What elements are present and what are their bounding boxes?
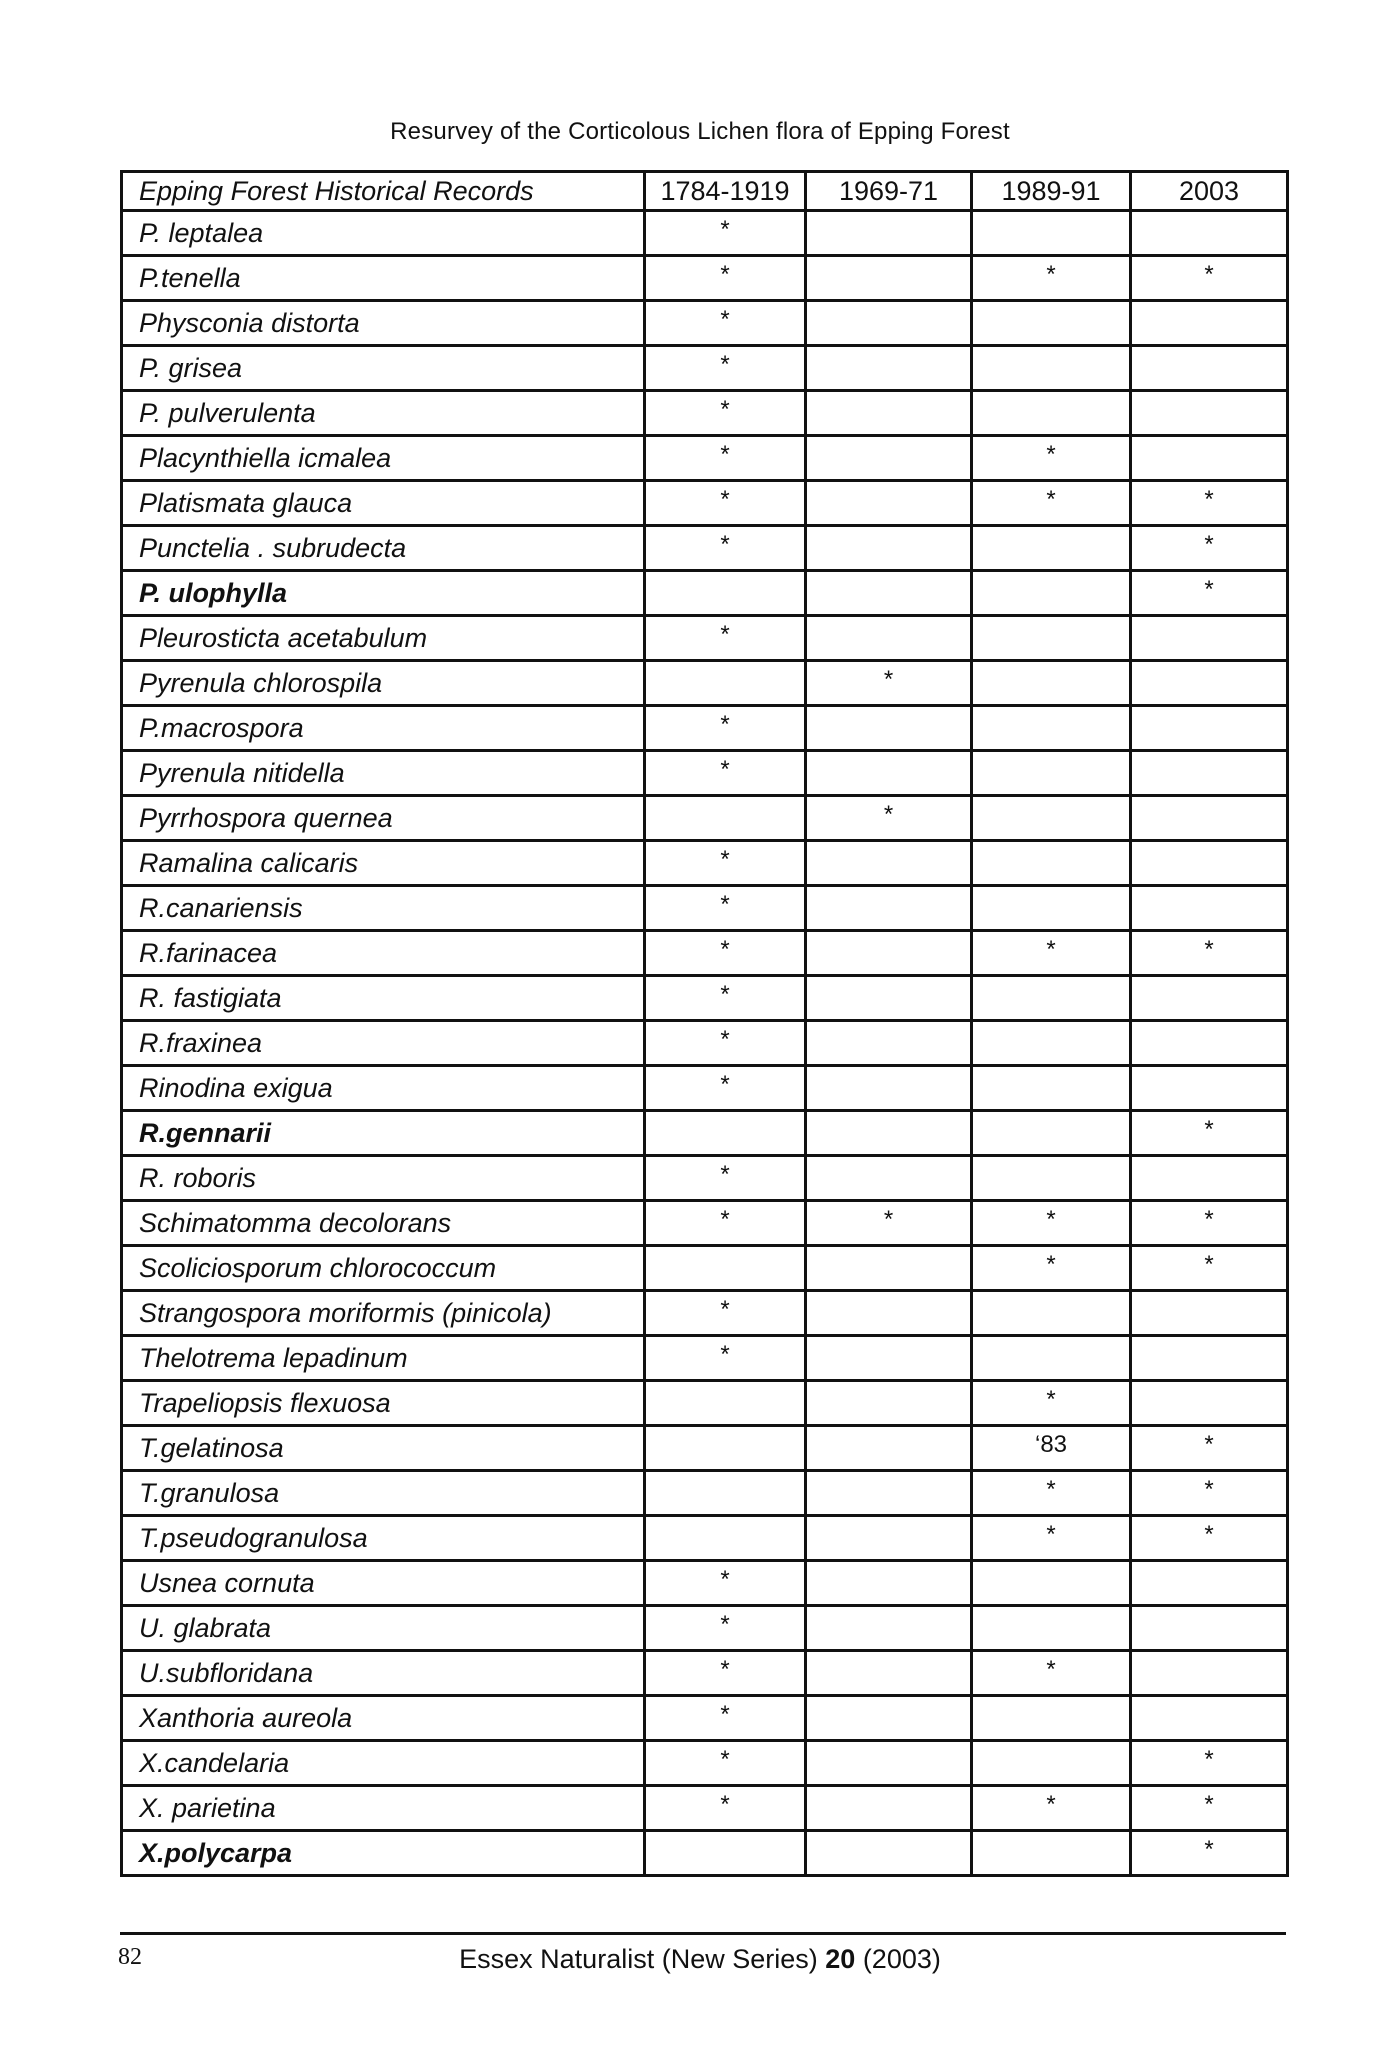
record-cell-1989-91: *: [972, 1201, 1131, 1246]
record-cell-2003: [1131, 796, 1288, 841]
record-cell-1969-71: [806, 1246, 972, 1291]
record-cell-1969-71: [806, 256, 972, 301]
table-row: [122, 1741, 1288, 1786]
table-row: [122, 256, 1288, 301]
species-name: Pyrrhospora quernea: [122, 796, 645, 841]
record-cell-1784-1919: *: [645, 1561, 806, 1606]
header-period-1784-1919: 1784-1919: [645, 172, 806, 211]
species-name: P. grisea: [122, 346, 645, 391]
record-cell-1989-91: [972, 1336, 1131, 1381]
record-cell-2003: *: [1131, 1246, 1288, 1291]
record-cell-2003: [1131, 436, 1288, 481]
species-name: Pyrenula nitidella: [122, 751, 645, 796]
species-name: P. pulverulenta: [122, 391, 645, 436]
record-cell-2003: [1131, 706, 1288, 751]
species-name: Rinodina exigua: [122, 1066, 645, 1111]
species-name: Ramalina calicaris: [122, 841, 645, 886]
species-name: Platismata glauca: [122, 481, 645, 526]
table-row: [122, 1831, 1288, 1876]
record-cell-2003: [1131, 1156, 1288, 1201]
record-cell-1969-71: [806, 481, 972, 526]
record-cell-2003: [1131, 1561, 1288, 1606]
record-cell-2003: [1131, 211, 1288, 256]
record-cell-1969-71: [806, 1021, 972, 1066]
record-cell-1969-71: *: [806, 661, 972, 706]
table-row: [122, 301, 1288, 346]
record-cell-1969-71: [806, 1066, 972, 1111]
species-name: Strangospora moriformis (pinicola): [122, 1291, 645, 1336]
record-cell-1969-71: [806, 1336, 972, 1381]
footer-rule: [120, 1932, 1286, 1935]
record-cell-1969-71: [806, 301, 972, 346]
record-cell-2003: [1131, 1651, 1288, 1696]
table-row: [122, 1201, 1288, 1246]
record-cell-1784-1919: [645, 1246, 806, 1291]
table-row: [122, 706, 1288, 751]
record-cell-1989-91: [972, 976, 1131, 1021]
table-row: [122, 436, 1288, 481]
record-cell-1784-1919: *: [645, 346, 806, 391]
record-cell-1784-1919: *: [645, 1021, 806, 1066]
record-cell-1989-91: *: [972, 256, 1131, 301]
species-name: Pyrenula chlorospila: [122, 661, 645, 706]
species-name: Thelotrema lepadinum: [122, 1336, 645, 1381]
table-row: [122, 616, 1288, 661]
species-name: T.gelatinosa: [122, 1426, 645, 1471]
table-row: [122, 481, 1288, 526]
record-cell-1784-1919: [645, 1111, 806, 1156]
journal-name: Essex Naturalist (New Series): [459, 1944, 818, 1974]
record-cell-2003: [1131, 886, 1288, 931]
record-cell-1969-71: [806, 1561, 972, 1606]
record-cell-1989-91: [972, 1741, 1131, 1786]
record-cell-2003: *: [1131, 1111, 1288, 1156]
species-name: Scoliciosporum chlorococcum: [122, 1246, 645, 1291]
record-cell-1784-1919: *: [645, 481, 806, 526]
record-cell-1969-71: *: [806, 796, 972, 841]
record-cell-1969-71: [806, 571, 972, 616]
record-cell-1989-91: *: [972, 1651, 1131, 1696]
record-cell-1969-71: [806, 706, 972, 751]
record-cell-1989-91: *: [972, 1471, 1131, 1516]
table-row: [122, 1021, 1288, 1066]
species-name: U.subfloridana: [122, 1651, 645, 1696]
table-row: [122, 1111, 1288, 1156]
record-cell-1969-71: [806, 931, 972, 976]
table-row: [122, 976, 1288, 1021]
species-name: R.canariensis: [122, 886, 645, 931]
record-cell-1784-1919: [645, 1471, 806, 1516]
record-cell-2003: *: [1131, 931, 1288, 976]
record-cell-2003: [1131, 1336, 1288, 1381]
table-row: [122, 1066, 1288, 1111]
table-row: [122, 1381, 1288, 1426]
header-period-2003: 2003: [1131, 172, 1288, 211]
record-cell-1969-71: *: [806, 1201, 972, 1246]
record-cell-1969-71: [806, 1696, 972, 1741]
species-name: P.macrospora: [122, 706, 645, 751]
record-cell-1784-1919: *: [645, 436, 806, 481]
record-cell-1989-91: [972, 1111, 1131, 1156]
record-cell-1969-71: [806, 211, 972, 256]
table-row: [122, 661, 1288, 706]
record-cell-1784-1919: [645, 661, 806, 706]
record-cell-2003: [1131, 301, 1288, 346]
table-row: [122, 346, 1288, 391]
species-name: Xanthoria aureola: [122, 1696, 645, 1741]
table-row: [122, 211, 1288, 256]
species-name: X. parietina: [122, 1786, 645, 1831]
page-number: 82: [118, 1944, 142, 1970]
record-cell-1969-71: [806, 1786, 972, 1831]
table-row: [122, 1246, 1288, 1291]
record-cell-1784-1919: *: [645, 706, 806, 751]
species-name: X.candelaria: [122, 1741, 645, 1786]
record-cell-1784-1919: *: [645, 841, 806, 886]
record-cell-1989-91: [972, 571, 1131, 616]
table-row: [122, 841, 1288, 886]
record-cell-1784-1919: *: [645, 526, 806, 571]
record-cell-1784-1919: *: [645, 211, 806, 256]
record-cell-2003: *: [1131, 1516, 1288, 1561]
record-cell-1969-71: [806, 391, 972, 436]
record-cell-1784-1919: *: [645, 1156, 806, 1201]
table-row: [122, 1561, 1288, 1606]
record-cell-1989-91: [972, 706, 1131, 751]
record-cell-1784-1919: *: [645, 1696, 806, 1741]
species-name: Trapeliopsis flexuosa: [122, 1381, 645, 1426]
species-name: P.tenella: [122, 256, 645, 301]
record-cell-2003: *: [1131, 1471, 1288, 1516]
record-cell-1969-71: [806, 526, 972, 571]
table-row: [122, 886, 1288, 931]
table-row: [122, 931, 1288, 976]
header-period-1969-71: 1969-71: [806, 172, 972, 211]
record-cell-1784-1919: *: [645, 886, 806, 931]
record-cell-2003: [1131, 1696, 1288, 1741]
record-cell-1969-71: [806, 1156, 972, 1201]
header-species: Epping Forest Historical Records: [122, 172, 645, 211]
species-name: R. fastigiata: [122, 976, 645, 1021]
record-cell-1969-71: [806, 751, 972, 796]
table-row: [122, 1606, 1288, 1651]
record-cell-1784-1919: [645, 1831, 806, 1876]
record-cell-1989-91: [972, 1066, 1131, 1111]
species-name: Schimatomma decolorans: [122, 1201, 645, 1246]
record-cell-1784-1919: *: [645, 1786, 806, 1831]
species-name: Placynthiella icmalea: [122, 436, 645, 481]
record-cell-2003: [1131, 1606, 1288, 1651]
table-row: [122, 1336, 1288, 1381]
header-period-1989-91: 1989-91: [972, 172, 1131, 211]
record-cell-2003: [1131, 976, 1288, 1021]
record-cell-2003: *: [1131, 1786, 1288, 1831]
record-cell-2003: [1131, 751, 1288, 796]
record-cell-1989-91: [972, 1021, 1131, 1066]
record-cell-1989-91: *: [972, 1786, 1131, 1831]
record-cell-1784-1919: *: [645, 931, 806, 976]
species-name: R. roboris: [122, 1156, 645, 1201]
species-name: R.gennarii: [122, 1111, 645, 1156]
record-cell-1989-91: [972, 301, 1131, 346]
species-name: R.farinacea: [122, 931, 645, 976]
record-cell-1989-91: *: [972, 1246, 1131, 1291]
record-cell-1969-71: [806, 1471, 972, 1516]
journal-volume: 20: [825, 1944, 856, 1974]
record-cell-1969-71: [806, 1516, 972, 1561]
record-cell-1989-91: [972, 751, 1131, 796]
table-row: [122, 1426, 1288, 1471]
record-cell-1989-91: *: [972, 436, 1131, 481]
record-cell-1989-91: [972, 391, 1131, 436]
record-cell-2003: [1131, 1381, 1288, 1426]
table-row: [122, 526, 1288, 571]
table-row: [122, 751, 1288, 796]
lichen-records-table: [120, 170, 1289, 1877]
record-cell-2003: *: [1131, 1426, 1288, 1471]
species-name: P. ulophylla: [122, 571, 645, 616]
table-row: [122, 571, 1288, 616]
record-cell-1784-1919: [645, 1381, 806, 1426]
record-cell-1969-71: [806, 436, 972, 481]
species-name: Punctelia . subrudecta: [122, 526, 645, 571]
record-cell-1969-71: [806, 346, 972, 391]
record-cell-1784-1919: *: [645, 1606, 806, 1651]
record-cell-2003: [1131, 1291, 1288, 1336]
record-cell-1989-91: ‘83: [972, 1426, 1131, 1471]
record-cell-2003: [1131, 1066, 1288, 1111]
record-cell-2003: [1131, 346, 1288, 391]
record-cell-1784-1919: *: [645, 1651, 806, 1696]
record-cell-1989-91: *: [972, 1381, 1131, 1426]
record-cell-1989-91: [972, 1291, 1131, 1336]
journal-year: (2003): [862, 1944, 941, 1974]
record-cell-2003: [1131, 616, 1288, 661]
record-cell-1784-1919: [645, 571, 806, 616]
record-cell-1989-91: [972, 346, 1131, 391]
record-cell-1784-1919: *: [645, 751, 806, 796]
record-cell-1989-91: [972, 886, 1131, 931]
species-name: Pleurosticta acetabulum: [122, 616, 645, 661]
table-row: [122, 1786, 1288, 1831]
record-cell-1969-71: [806, 1651, 972, 1696]
record-cell-2003: *: [1131, 571, 1288, 616]
record-cell-1989-91: [972, 211, 1131, 256]
record-cell-2003: [1131, 391, 1288, 436]
record-cell-1784-1919: *: [645, 301, 806, 346]
record-cell-2003: [1131, 841, 1288, 886]
record-cell-1784-1919: *: [645, 616, 806, 661]
species-name: T.pseudogranulosa: [122, 1516, 645, 1561]
record-cell-1784-1919: *: [645, 391, 806, 436]
record-cell-1989-91: [972, 1606, 1131, 1651]
record-cell-1989-91: [972, 1561, 1131, 1606]
record-cell-1784-1919: *: [645, 1291, 806, 1336]
running-head: Resurvey of the Corticolous Lichen flora of Epping Forest: [390, 118, 1010, 145]
record-cell-1784-1919: *: [645, 1741, 806, 1786]
record-cell-1784-1919: [645, 1426, 806, 1471]
record-cell-1989-91: [972, 661, 1131, 706]
table-row: [122, 391, 1288, 436]
table-row: [122, 796, 1288, 841]
table-row: [122, 1516, 1288, 1561]
species-name: Usnea cornuta: [122, 1561, 645, 1606]
record-cell-1969-71: [806, 886, 972, 931]
table-row: [122, 1651, 1288, 1696]
record-cell-1969-71: [806, 1741, 972, 1786]
record-cell-1784-1919: *: [645, 1201, 806, 1246]
record-cell-1989-91: *: [972, 481, 1131, 526]
record-cell-2003: *: [1131, 526, 1288, 571]
record-cell-1989-91: [972, 526, 1131, 571]
species-name: R.fraxinea: [122, 1021, 645, 1066]
table-row: [122, 1696, 1288, 1741]
record-cell-1989-91: [972, 1831, 1131, 1876]
record-cell-2003: [1131, 1021, 1288, 1066]
record-cell-1969-71: [806, 1831, 972, 1876]
record-cell-1969-71: [806, 1381, 972, 1426]
table-row: [122, 1291, 1288, 1336]
record-cell-1969-71: [806, 1606, 972, 1651]
record-cell-1784-1919: *: [645, 1066, 806, 1111]
species-name: P. leptalea: [122, 211, 645, 256]
species-name: T.granulosa: [122, 1471, 645, 1516]
table-row: [122, 1471, 1288, 1516]
record-cell-2003: *: [1131, 481, 1288, 526]
record-cell-1784-1919: *: [645, 256, 806, 301]
record-cell-1989-91: [972, 841, 1131, 886]
table-row: [122, 1156, 1288, 1201]
record-cell-1989-91: [972, 616, 1131, 661]
record-cell-2003: *: [1131, 1741, 1288, 1786]
record-cell-2003: [1131, 661, 1288, 706]
record-cell-1989-91: [972, 796, 1131, 841]
species-name: U. glabrata: [122, 1606, 645, 1651]
record-cell-1784-1919: *: [645, 1336, 806, 1381]
record-cell-1989-91: [972, 1696, 1131, 1741]
record-cell-2003: *: [1131, 1831, 1288, 1876]
record-cell-1969-71: [806, 976, 972, 1021]
table-header-row: [122, 172, 1288, 211]
record-cell-1989-91: *: [972, 1516, 1131, 1561]
record-cell-2003: *: [1131, 256, 1288, 301]
record-cell-1784-1919: *: [645, 976, 806, 1021]
record-cell-1784-1919: [645, 1516, 806, 1561]
journal-citation: [0, 1944, 1400, 1975]
record-cell-1969-71: [806, 1111, 972, 1156]
species-name: Physconia distorta: [122, 301, 645, 346]
table-body: [122, 172, 1288, 1876]
record-cell-2003: *: [1131, 1201, 1288, 1246]
species-name: X.polycarpa: [122, 1831, 645, 1876]
record-cell-1969-71: [806, 1426, 972, 1471]
record-cell-1969-71: [806, 1291, 972, 1336]
record-cell-1969-71: [806, 841, 972, 886]
record-cell-1989-91: [972, 1156, 1131, 1201]
record-cell-1989-91: *: [972, 931, 1131, 976]
record-cell-1969-71: [806, 616, 972, 661]
record-cell-1784-1919: [645, 796, 806, 841]
